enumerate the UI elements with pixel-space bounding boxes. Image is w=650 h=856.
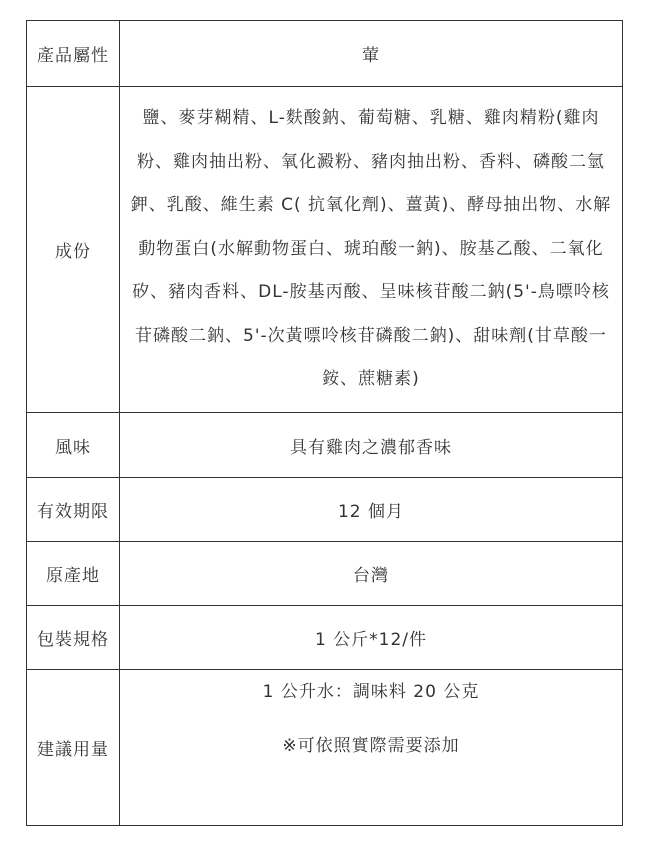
row-label: 原產地 xyxy=(27,542,120,606)
row-value: 12 個月 xyxy=(120,478,623,542)
usage-spacer xyxy=(120,704,622,734)
table-row xyxy=(27,413,623,478)
row-value: 具有雞肉之濃郁香味 xyxy=(120,413,623,478)
table-row xyxy=(27,670,623,826)
usage-ratio-text: 1 公升水：調味料 20 公克 xyxy=(262,682,480,702)
table-row xyxy=(27,542,623,606)
row-value: 1 公斤*12/件 xyxy=(120,606,623,670)
row-label: 有效期限 xyxy=(27,478,120,542)
row-value: 葷 xyxy=(120,21,623,87)
product-spec-table xyxy=(26,20,623,826)
usage-value xyxy=(120,670,623,826)
row-label: 產品屬性 xyxy=(27,21,120,87)
ingredients-value: 鹽、麥芽糊精、L-麩酸鈉、葡萄糖、乳糖、雞肉精粉(雞肉粉、雞肉抽出粉、氧化澱粉、豬肉抽出粉、香料、磷酸二氫鉀、乳酸、維生素 C( 抗氧化劑)、薑黃)、酵母抽出物、水解動物蛋白(水解動物蛋白、琥珀酸一鈉)、胺基乙酸、二氧化矽、豬肉香料、DL-胺基丙酸、呈味核苷酸二鈉(5'-鳥嘌呤核苷磷酸二鈉、5'-次黃嘌呤核苷磷酸二鈉)、甜味劑(甘草酸一銨、蔗糖素) xyxy=(120,87,623,413)
table-row xyxy=(27,21,623,87)
table-row xyxy=(27,87,623,413)
row-label: 建議用量 xyxy=(27,670,120,826)
table-row xyxy=(27,478,623,542)
row-value: 台灣 xyxy=(120,542,623,606)
usage-note-text: ※可依照實際需要添加 xyxy=(282,736,460,756)
row-label: 包裝規格 xyxy=(27,606,120,670)
table-row xyxy=(27,606,623,670)
row-label: 風味 xyxy=(27,413,120,478)
row-label: 成份 xyxy=(27,87,120,413)
